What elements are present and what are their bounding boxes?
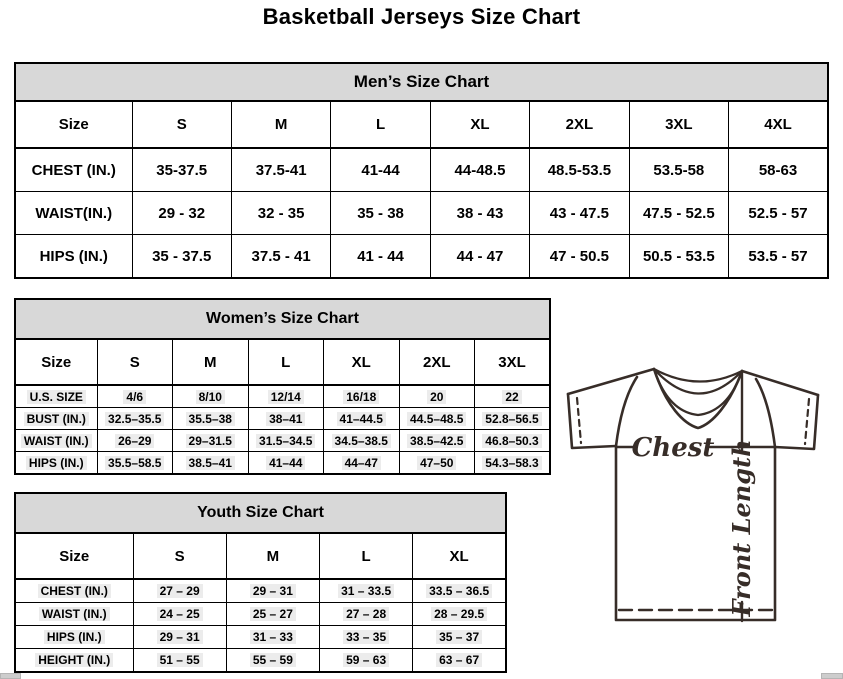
row-label-text: CHEST (IN.) bbox=[38, 584, 111, 598]
horizontal-scrollbar-right-button[interactable] bbox=[821, 673, 843, 679]
jersey-diagram bbox=[556, 358, 841, 633]
womens-size-table bbox=[14, 298, 551, 475]
cell-text: 31 – 33.5 bbox=[338, 584, 394, 598]
cell: 48.5-53.5 bbox=[530, 148, 629, 192]
row-label-text: HEIGHT (IN.) bbox=[35, 653, 113, 667]
cell: 43 - 47.5 bbox=[530, 192, 629, 235]
jersey-sleeve-left bbox=[568, 394, 616, 448]
page-title: Basketball Jerseys Size Chart bbox=[262, 4, 581, 29]
jersey-cuff-dash-left bbox=[577, 398, 581, 443]
cell bbox=[173, 408, 249, 430]
table-row bbox=[15, 603, 506, 626]
cell bbox=[133, 649, 226, 673]
mens-section-header-row bbox=[15, 63, 828, 101]
size-col-header: S bbox=[97, 339, 173, 385]
cell: 38 - 43 bbox=[430, 192, 529, 235]
row-label-text: HIPS (IN.) bbox=[26, 456, 87, 470]
youth-size-header-row bbox=[15, 533, 506, 579]
size-col-header: L bbox=[331, 101, 430, 148]
size-col-header: XL bbox=[324, 339, 400, 385]
cell bbox=[173, 452, 249, 475]
cell: 52.5 - 57 bbox=[729, 192, 828, 235]
cell bbox=[413, 579, 506, 603]
row-label-text: WAIST (IN.) bbox=[21, 434, 92, 448]
front-length-label: Front Length bbox=[727, 439, 756, 617]
cell bbox=[413, 649, 506, 673]
size-col-header: M bbox=[173, 339, 249, 385]
cell bbox=[413, 626, 506, 649]
cell-text: 27 – 29 bbox=[157, 584, 203, 598]
size-col-header: S bbox=[133, 533, 226, 579]
cell-text: 35.5–58.5 bbox=[105, 456, 164, 470]
cell-text: 38.5–42.5 bbox=[407, 434, 466, 448]
cell-text: 22 bbox=[502, 390, 521, 404]
size-col-header: L bbox=[320, 533, 413, 579]
jersey-shoulder-left bbox=[568, 369, 654, 394]
cell bbox=[324, 430, 400, 452]
mens-table-title: Men’s Size Chart bbox=[15, 63, 828, 101]
cell bbox=[97, 408, 173, 430]
cell bbox=[324, 452, 400, 475]
table-row bbox=[15, 430, 550, 452]
cell bbox=[133, 603, 226, 626]
size-col-header: 3XL bbox=[475, 339, 551, 385]
row-label bbox=[15, 430, 97, 452]
cell bbox=[248, 385, 324, 408]
row-label: CHEST (IN.) bbox=[15, 148, 132, 192]
cell: 41-44 bbox=[331, 148, 430, 192]
row-label-text: U.S. SIZE bbox=[27, 390, 86, 404]
cell bbox=[248, 430, 324, 452]
cell bbox=[133, 626, 226, 649]
cell bbox=[475, 452, 551, 475]
table-row bbox=[15, 452, 550, 475]
cell bbox=[413, 603, 506, 626]
size-column-header: Size bbox=[15, 339, 97, 385]
cell-text: 25 – 27 bbox=[250, 607, 296, 621]
table-row bbox=[15, 579, 506, 603]
size-col-header: 2XL bbox=[530, 101, 629, 148]
youth-size-table bbox=[14, 492, 507, 673]
cell bbox=[97, 385, 173, 408]
cell-text: 4/6 bbox=[123, 390, 146, 404]
jersey-collar-outer-v bbox=[654, 369, 742, 428]
cell-text: 44.5–48.5 bbox=[407, 412, 466, 426]
size-col-header: L bbox=[248, 339, 324, 385]
cell: 37.5-41 bbox=[231, 148, 330, 192]
row-label bbox=[15, 579, 133, 603]
cell-text: 24 – 25 bbox=[157, 607, 203, 621]
cell-text: 29 – 31 bbox=[250, 584, 296, 598]
table-row bbox=[15, 626, 506, 649]
cell: 50.5 - 53.5 bbox=[629, 235, 728, 279]
cell: 44 - 47 bbox=[430, 235, 529, 279]
cell: 58-63 bbox=[729, 148, 828, 192]
cell: 47 - 50.5 bbox=[530, 235, 629, 279]
cell: 35 - 37.5 bbox=[132, 235, 231, 279]
size-column-header: Size bbox=[15, 533, 133, 579]
cell-text: 41–44.5 bbox=[337, 412, 386, 426]
size-col-header: M bbox=[231, 101, 330, 148]
cell bbox=[399, 408, 475, 430]
cell: 35 - 38 bbox=[331, 192, 430, 235]
cell bbox=[399, 452, 475, 475]
cell bbox=[133, 579, 226, 603]
cell-text: 29 – 31 bbox=[157, 630, 203, 644]
cell-text: 35.5–38 bbox=[186, 412, 235, 426]
cell bbox=[399, 430, 475, 452]
cell-text: 46.8–50.3 bbox=[482, 434, 541, 448]
jersey-collar-arc-1 bbox=[654, 369, 742, 382]
cell-text: 26–29 bbox=[115, 434, 154, 448]
size-col-header: XL bbox=[430, 101, 529, 148]
cell bbox=[399, 385, 475, 408]
cell: 53.5-58 bbox=[629, 148, 728, 192]
cell bbox=[320, 579, 413, 603]
cell: 32 - 35 bbox=[231, 192, 330, 235]
row-label bbox=[15, 649, 133, 673]
table-row bbox=[15, 408, 550, 430]
size-col-header: M bbox=[226, 533, 319, 579]
cell bbox=[248, 408, 324, 430]
cell-text: 47–50 bbox=[417, 456, 456, 470]
table-row bbox=[15, 148, 828, 192]
chest-label: Chest bbox=[631, 433, 715, 463]
cell bbox=[324, 385, 400, 408]
womens-section-header-row bbox=[15, 299, 550, 339]
cell-text: 44–47 bbox=[342, 456, 381, 470]
size-column-header: Size bbox=[15, 101, 132, 148]
row-label: HIPS (IN.) bbox=[15, 235, 132, 279]
cell-text: 35 – 37 bbox=[436, 630, 482, 644]
cell-text: 38.5–41 bbox=[186, 456, 235, 470]
cell-text: 8/10 bbox=[196, 390, 225, 404]
womens-size-header-row bbox=[15, 339, 550, 385]
cell-text: 29–31.5 bbox=[186, 434, 235, 448]
cell bbox=[226, 579, 319, 603]
size-col-header: XL bbox=[413, 533, 506, 579]
cell-text: 33 – 35 bbox=[343, 630, 389, 644]
cell-text: 32.5–35.5 bbox=[105, 412, 164, 426]
cell-text: 31.5–34.5 bbox=[256, 434, 315, 448]
cell bbox=[324, 408, 400, 430]
cell bbox=[320, 626, 413, 649]
cell-text: 55 – 59 bbox=[250, 653, 296, 667]
cell-text: 41–44 bbox=[266, 456, 305, 470]
cell bbox=[248, 452, 324, 475]
cell-text: 20 bbox=[427, 390, 446, 404]
youth-section-header-row bbox=[15, 493, 506, 533]
youth-table-title: Youth Size Chart bbox=[15, 493, 506, 533]
row-label bbox=[15, 385, 97, 408]
size-col-header: 4XL bbox=[729, 101, 828, 148]
table-row bbox=[15, 649, 506, 673]
cell-text: 27 – 28 bbox=[343, 607, 389, 621]
size-col-header: 2XL bbox=[399, 339, 475, 385]
cell: 29 - 32 bbox=[132, 192, 231, 235]
cell: 41 - 44 bbox=[331, 235, 430, 279]
jersey-armhole-right bbox=[756, 379, 775, 447]
cell-text: 12/14 bbox=[268, 390, 304, 404]
cell bbox=[97, 430, 173, 452]
cell bbox=[173, 430, 249, 452]
cell bbox=[475, 385, 551, 408]
size-col-header: 3XL bbox=[629, 101, 728, 148]
cell-text: 54.3–58.3 bbox=[482, 456, 541, 470]
mens-size-header-row bbox=[15, 101, 828, 148]
cell-text: 33.5 – 36.5 bbox=[426, 584, 492, 598]
cell-text: 38–41 bbox=[266, 412, 305, 426]
cell-text: 63 – 67 bbox=[436, 653, 482, 667]
row-label bbox=[15, 626, 133, 649]
table-row bbox=[15, 192, 828, 235]
row-label-text: BUST (IN.) bbox=[24, 412, 89, 426]
cell-text: 16/18 bbox=[343, 390, 379, 404]
jersey-shoulder-right bbox=[742, 371, 818, 395]
row-label bbox=[15, 408, 97, 430]
cell: 53.5 - 57 bbox=[729, 235, 828, 279]
cell-text: 28 – 29.5 bbox=[431, 607, 487, 621]
horizontal-scrollbar-left-button[interactable] bbox=[0, 673, 21, 679]
row-label bbox=[15, 603, 133, 626]
cell-text: 59 – 63 bbox=[343, 653, 389, 667]
cell-text: 52.8–56.5 bbox=[482, 412, 541, 426]
cell bbox=[226, 649, 319, 673]
cell-text: 31 – 33 bbox=[250, 630, 296, 644]
cell bbox=[320, 649, 413, 673]
table-row bbox=[15, 385, 550, 408]
womens-table-title: Women’s Size Chart bbox=[15, 299, 550, 339]
row-label bbox=[15, 452, 97, 475]
jersey-sleeve-right bbox=[775, 395, 818, 449]
cell-text: 51 – 55 bbox=[157, 653, 203, 667]
cell bbox=[97, 452, 173, 475]
cell bbox=[475, 408, 551, 430]
row-label-text: WAIST (IN.) bbox=[39, 607, 110, 621]
cell: 47.5 - 52.5 bbox=[629, 192, 728, 235]
cell bbox=[173, 385, 249, 408]
mens-size-table bbox=[14, 62, 829, 279]
cell: 37.5 - 41 bbox=[231, 235, 330, 279]
table-row bbox=[15, 235, 828, 279]
cell: 35-37.5 bbox=[132, 148, 231, 192]
cell: 44-48.5 bbox=[430, 148, 529, 192]
cell bbox=[226, 626, 319, 649]
cell bbox=[226, 603, 319, 626]
row-label: WAIST(IN.) bbox=[15, 192, 132, 235]
cell bbox=[475, 430, 551, 452]
cell bbox=[320, 603, 413, 626]
size-col-header: S bbox=[132, 101, 231, 148]
cell-text: 34.5–38.5 bbox=[332, 434, 391, 448]
row-label-text: HIPS (IN.) bbox=[44, 630, 105, 644]
jersey-cuff-dash-right bbox=[805, 399, 809, 444]
